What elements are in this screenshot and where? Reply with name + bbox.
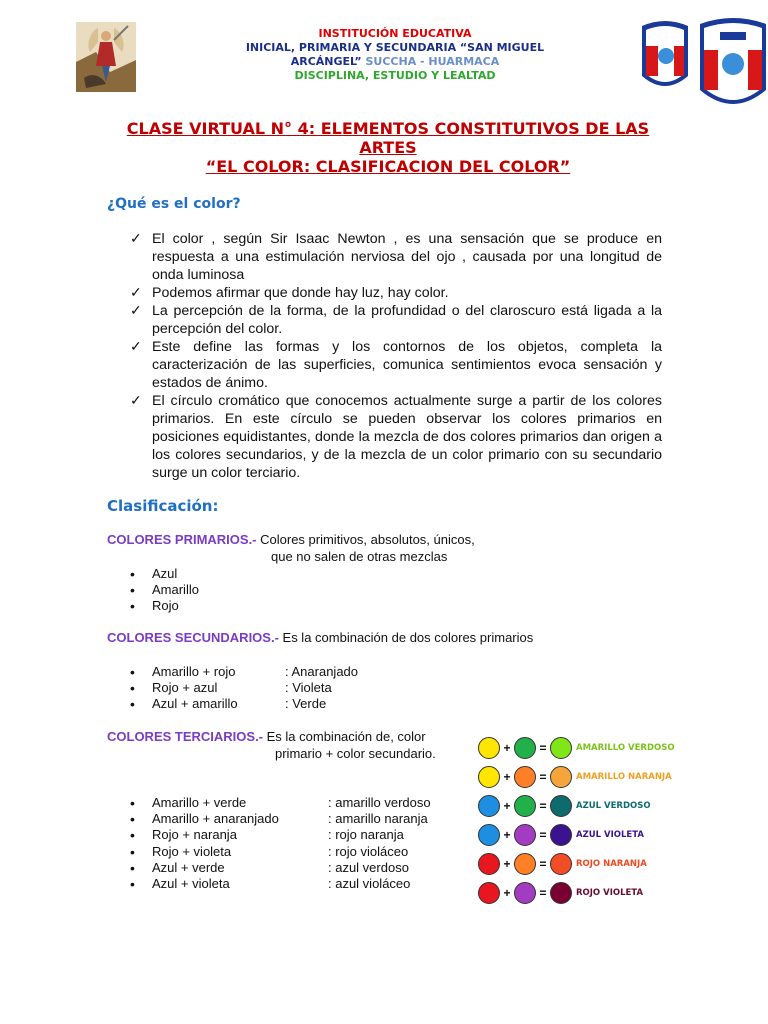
school-shields-logo xyxy=(640,16,768,116)
tertiary-colors-section xyxy=(107,729,426,745)
title-line-2: “EL COLOR: CLASIFICACION DEL COLOR” xyxy=(205,157,571,176)
color-circle-result xyxy=(550,882,572,904)
color-definition-list xyxy=(130,230,662,482)
plus-sign: + xyxy=(503,769,511,784)
tertiary-colors-list xyxy=(130,795,431,892)
tertiary-colors-label: COLORES TERCIARIOS.- xyxy=(107,729,264,744)
equals-sign: = xyxy=(539,856,547,871)
list-item: • Rojo xyxy=(130,598,199,614)
classification-heading: Clasificación: xyxy=(107,497,219,515)
saint-michael-logo xyxy=(76,22,136,92)
primary-colors-list xyxy=(130,566,199,615)
school-motto: DISCIPLINA, ESTUDIO Y LEALTAD xyxy=(294,69,496,82)
school-levels: INICIAL, PRIMARIA Y SECUNDARIA “SAN MIGUEL xyxy=(245,41,545,54)
swatch-row xyxy=(478,820,704,849)
color-circle-a xyxy=(478,766,500,788)
tertiary-color-mix-diagram xyxy=(478,733,704,911)
institution-name: INSTITUCIÓN EDUCATIVA xyxy=(318,27,472,40)
swatch-label: ROJO NARANJA xyxy=(576,858,647,869)
tertiary-colors-desc-cont: primario + color secundario. xyxy=(275,746,436,761)
color-circle-a xyxy=(478,882,500,904)
list-item: • Amarillo + anaranjado : amarillo naranja xyxy=(130,811,279,827)
color-circle-a xyxy=(478,737,500,759)
list-item: • Rojo + azul : Violeta xyxy=(130,680,238,696)
color-circle-b xyxy=(514,824,536,846)
color-circle-b xyxy=(514,882,536,904)
list-item: • Azul + amarillo : Verde xyxy=(130,696,238,712)
list-item: ✓ Podemos afirmar que donde hay luz, hay color. xyxy=(130,285,449,301)
list-item: ✓ La percepción de la forma, de la profundidad o del claroscuro está ligada a la percepción del color. xyxy=(130,303,662,337)
primary-colors-desc-cont: que no salen de otras mezclas xyxy=(271,549,448,564)
secondary-colors-desc: Es la combinación de dos colores primarios xyxy=(278,630,534,645)
school-location: SUCCHA - HUARMACA xyxy=(365,55,500,68)
swatch-row xyxy=(478,878,704,907)
list-item: ✓ El color , según Sir Isaac Newton , es una sensación que se produce en respuesta a una estimulación nerviosa del ojo , causada por una longitud de onda luminosa xyxy=(130,231,662,283)
plus-sign: + xyxy=(503,856,511,871)
swatch-label: AMARILLO VERDOSO xyxy=(576,742,675,753)
check-mark-icon: ✓ xyxy=(130,393,142,409)
color-circle-a xyxy=(478,824,500,846)
color-circle-b xyxy=(514,795,536,817)
swatch-row xyxy=(478,849,704,878)
page-title xyxy=(100,119,676,176)
secondary-colors-section xyxy=(107,630,533,646)
list-item: • Azul + violeta : azul violáceo xyxy=(130,876,279,892)
color-circle-result xyxy=(550,766,572,788)
swatch-row xyxy=(478,791,704,820)
swatch-row xyxy=(478,733,704,762)
list-item: • Azul xyxy=(130,566,199,582)
primary-colors-label: COLORES PRIMARIOS.- xyxy=(107,532,257,547)
equals-sign: = xyxy=(539,798,547,813)
equals-sign: = xyxy=(539,827,547,842)
list-item: • Amarillo + verde : amarillo verdoso xyxy=(130,795,279,811)
check-mark-icon: ✓ xyxy=(130,339,142,355)
secondary-colors-label: COLORES SECUNDARIOS.- xyxy=(107,630,279,645)
color-circle-result xyxy=(550,853,572,875)
swatch-label: AZUL VIOLETA xyxy=(576,829,644,840)
color-circle-a xyxy=(478,795,500,817)
equals-sign: = xyxy=(539,769,547,784)
tertiary-colors-desc: Es la combinación de, color xyxy=(263,729,426,744)
swatch-label: AMARILLO NARANJA xyxy=(576,771,672,782)
equals-sign: = xyxy=(539,740,547,755)
list-item: • Rojo + violeta : rojo violáceo xyxy=(130,844,279,860)
list-item: • Azul + verde : azul verdoso xyxy=(130,860,279,876)
color-circle-a xyxy=(478,853,500,875)
list-item: ✓ El círculo cromático que conocemos actualmente surge a partir de los colores primarios. En este círculo se pueden observar los colores primarios en posiciones equidistantes, donde la mezcla de dos colores primarios dan origen a los colores secundarios, y de la mezcla de un color primario con su secundario surge un color terciario. xyxy=(130,393,662,481)
list-item: ✓ Este define las formas y los contornos de los objetos, completa la caracterización de las superficies, comunica sentimientos evoca sensación y estados de ánimo. xyxy=(130,339,662,391)
plus-sign: + xyxy=(503,885,511,900)
school-header xyxy=(230,27,560,83)
plus-sign: + xyxy=(503,827,511,842)
color-circle-result xyxy=(550,795,572,817)
color-circle-b xyxy=(514,853,536,875)
check-mark-icon: ✓ xyxy=(130,303,142,319)
school-name-cont: ARCÁNGEL” xyxy=(290,55,362,68)
secondary-colors-list xyxy=(130,664,359,713)
list-item: • Rojo + naranja : rojo naranja xyxy=(130,827,279,843)
plus-sign: + xyxy=(503,798,511,813)
equals-sign: = xyxy=(539,885,547,900)
primary-colors-section xyxy=(107,532,475,548)
check-mark-icon: ✓ xyxy=(130,285,142,301)
color-circle-result xyxy=(550,824,572,846)
check-mark-icon: ✓ xyxy=(130,231,142,247)
title-line-1: CLASE VIRTUAL N° 4: ELEMENTOS CONSTITUTIVOS DE LAS ARTES xyxy=(126,119,650,157)
color-circle-b xyxy=(514,766,536,788)
swatch-label: ROJO VIOLETA xyxy=(576,887,644,898)
what-is-color-heading: ¿Qué es el color? xyxy=(107,196,241,212)
color-circle-b xyxy=(514,737,536,759)
plus-sign: + xyxy=(503,740,511,755)
list-item: • Amarillo + rojo : Anaranjado xyxy=(130,664,238,680)
swatch-label: AZUL VERDOSO xyxy=(576,800,651,811)
swatch-row xyxy=(478,762,704,791)
primary-colors-desc: Colores primitivos, absolutos, únicos, xyxy=(256,532,475,547)
list-item: • Amarillo xyxy=(130,582,199,598)
color-circle-result xyxy=(550,737,572,759)
